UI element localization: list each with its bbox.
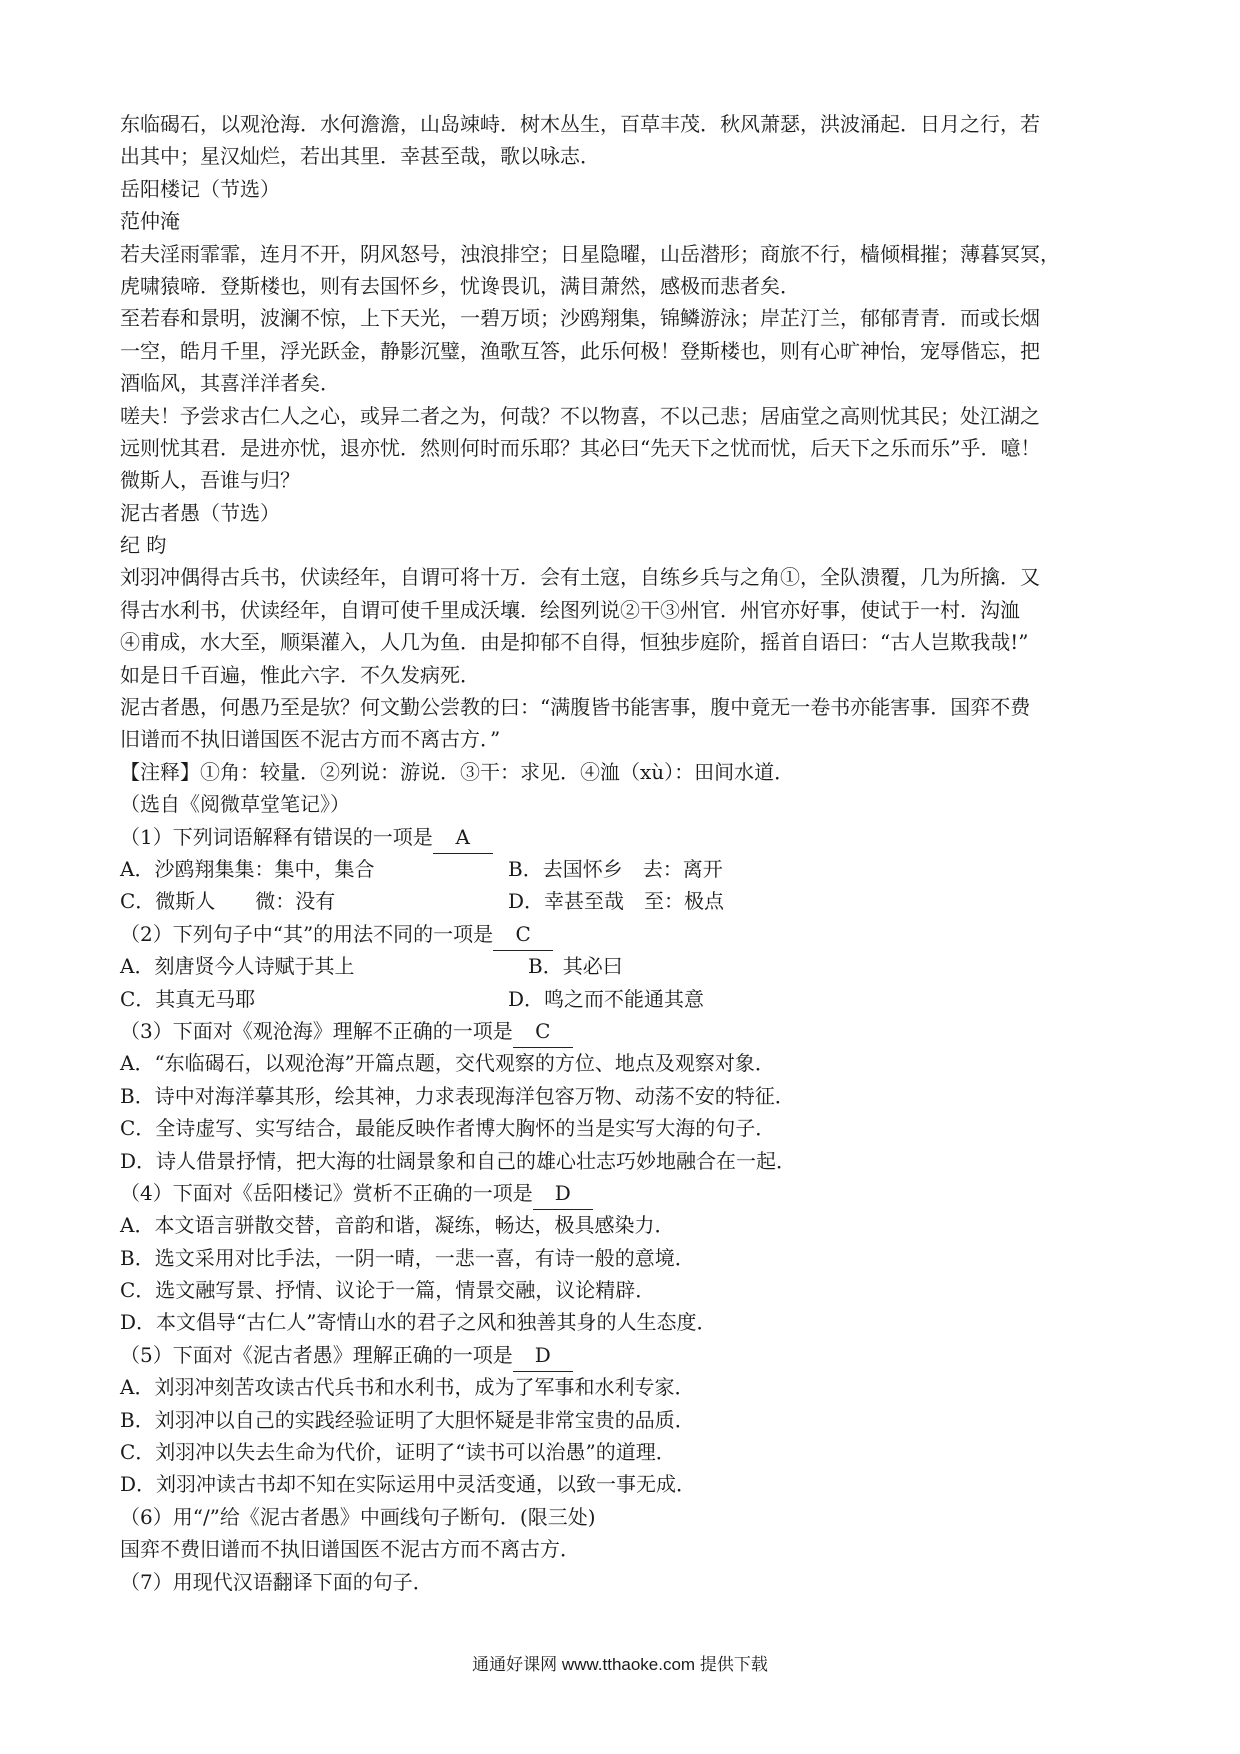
options-row (120, 885, 1130, 917)
question-text: （5）下面对《泥古者愚》理解正确的一项是 (120, 1342, 513, 1367)
option-b: B．诗中对海洋摹其形，绘其神，力求表现海洋包容万物、动荡不安的特征． (120, 1083, 795, 1108)
paragraph-line: 酒临风，其喜洋洋者矣． (120, 371, 340, 396)
paragraph-line: 得古水利书，伏读经年，自谓可使千里成沃壤．绘图列说②干③州官．州官亦好事，使试于一村．沟洫 (120, 597, 1020, 622)
option-a: A．“东临碣石，以观沧海”开篇点题，交代观察的方位、地点及观察对象． (120, 1051, 775, 1076)
question-stem (120, 1015, 1130, 1047)
option-c: C．选文融写景、抒情、议论于一篇，情景交融，议论精辟． (120, 1278, 656, 1303)
option-d: D．幸甚至哉 至：极点 (508, 889, 725, 914)
option-c: C．全诗虚写、实写结合，最能反映作者博大胸怀的当是实写大海的句子． (120, 1116, 776, 1141)
paragraph-line: ④甫成，水大至，顺渠灌入，人几为鱼．由是抑郁不自得，恒独步庭阶，摇首自语曰：“古人岂欺我哉!” (120, 630, 1029, 655)
section-author: 范仲淹 (120, 209, 180, 234)
section-title: 岳阳楼记（节选） (120, 176, 280, 201)
question-stem: （7）用现代汉语翻译下面的句子． (120, 1569, 433, 1594)
paragraph-line: 一空，皓月千里，浮光跃金，静影沉璧，渔歌互答，此乐何极！登斯楼也，则有心旷神怡，宠辱偕忘，把 (120, 338, 1040, 363)
option-a: A．刻唐贤今人诗赋于其上 (120, 954, 355, 979)
option-a: A．沙鸥翔集集：集中，集合 (120, 856, 375, 881)
question-text: （3）下面对《观沧海》理解不正确的一项是 (120, 1018, 513, 1043)
paragraph-line: 泥古者愚，何愚乃至是欤？何文勤公尝教的曰：“满腹皆书能害事，腹中竟无一卷书亦能害事．国弈不费 (120, 695, 1031, 720)
option-b: B．其必曰 (528, 954, 623, 979)
options-row (120, 983, 1130, 1015)
paragraph-line: 至若春和景明，波澜不惊，上下天光，一碧万顷；沙鸥翔集，锦鳞游泳；岸芷汀兰，郁郁青青．而或长烟 (120, 306, 1040, 331)
option-d: D．本文倡导“古仁人”寄情山水的君子之风和独善其身的人生态度． (120, 1310, 717, 1335)
paragraph-line: 虎啸猿啼．登斯楼也，则有去国怀乡，忧谗畏讥，满目萧然，感极而悲者矣． (120, 273, 800, 298)
option-d: D．鸣之而不能通其意 (508, 986, 705, 1011)
question-stem (120, 918, 1130, 950)
paragraph-line: 远则忧其君．是进亦忧，退亦忧．然则何时而乐耶？其必曰“先天下之忧而忧，后天下之乐而乐”乎．噫！ (120, 435, 1041, 460)
answer-blank: C (513, 1015, 573, 1048)
paragraph-line: 如是日千百遍，惟此六字．不久发病死． (120, 662, 480, 687)
option-d: D．诗人借景抒情，把大海的壮阔景象和自己的雄心壮志巧妙地融合在一起． (120, 1148, 797, 1173)
options-row (120, 950, 1130, 982)
page-footer: 通通好课网 www.tthaoke.com 提供下载 (472, 1655, 768, 1674)
option-d: D．刘羽冲读古书却不知在实际运用中灵活变通，以致一事无成． (120, 1472, 697, 1497)
options-row (120, 853, 1130, 885)
option-b: B．去国怀乡 去：离开 (508, 856, 723, 881)
option-c: C．其真无马耶 (120, 986, 256, 1011)
answer-blank: D (513, 1339, 573, 1372)
option-c: C．刘羽冲以失去生命为代价，证明了“读书可以治愚”的道理． (120, 1440, 676, 1465)
question-stem: （6）用“/”给《泥古者愚》中画线句子断句．(限三处) (120, 1504, 596, 1529)
question-stem (120, 1177, 1130, 1209)
option-a: A．本文语言骈散交替，音韵和谐，凝练，畅达，极具感染力． (120, 1213, 675, 1238)
document-page (120, 108, 1130, 1598)
option-b: B．选文采用对比手法，一阴一晴，一悲一喜，有诗一般的意境． (120, 1245, 695, 1270)
paragraph-line: 刘羽冲偶得古兵书，伏读经年，自谓可将十万．会有土寇，自练乡兵与之角①，全队溃覆，几为所擒．又 (120, 565, 1040, 590)
option-a: A．刘羽冲刻苦攻读古代兵书和水利书，成为了军事和水利专家． (120, 1375, 695, 1400)
source-note: （选自《阅微草堂笔记》） (120, 792, 350, 817)
option-c: C．微斯人 微：没有 (120, 889, 336, 914)
paragraph-line: 嗟夫！予尝求古仁人之心，或异二者之为，何哉？不以物喜，不以己悲；居庙堂之高则忧其民；处江湖之 (120, 403, 1040, 428)
answer-blank: D (533, 1177, 593, 1210)
poem-line: 东临碣石，以观沧海．水何澹澹，山岛竦峙．树木丛生，百草丰茂．秋风萧瑟，洪波涌起．日月之行，若 (120, 112, 1040, 136)
section-title: 泥古者愚（节选） (120, 500, 280, 525)
paragraph-line: 旧谱而不执旧谱国医不泥古方而不离古方．” (120, 727, 501, 752)
question-stem (120, 821, 1130, 853)
question-text-to-punctuate: 国弈不费旧谱而不执旧谱国医不泥古方而不离古方． (120, 1537, 580, 1562)
section-author: 纪 昀 (120, 533, 167, 558)
answer-blank: C (493, 918, 553, 951)
question-text: （4）下面对《岳阳楼记》赏析不正确的一项是 (120, 1180, 533, 1205)
question-text: （2）下列句子中“其”的用法不同的一项是 (120, 921, 494, 946)
answer-blank: A (433, 821, 493, 854)
question-text: （1）下列词语解释有错误的一项是 (120, 824, 433, 849)
poem-line: 出其中；星汉灿烂，若出其里．幸甚至哉，歌以咏志． (120, 144, 600, 169)
question-stem (120, 1339, 1130, 1371)
paragraph-line: 若夫淫雨霏霏，连月不开，阴风怒号，浊浪排空；日星隐曜，山岳潜形；商旅不行，樯倾楫摧；薄暮冥冥， (120, 241, 1060, 266)
option-b: B．刘羽冲以自己的实践经验证明了大胆怀疑是非常宝贵的品质． (120, 1407, 695, 1432)
notes: 【注释】①角：较量．②列说：游说．③干：求见．④洫（xù）：田间水道． (120, 759, 795, 784)
paragraph-line: 微斯人，吾谁与归？ (120, 468, 300, 493)
